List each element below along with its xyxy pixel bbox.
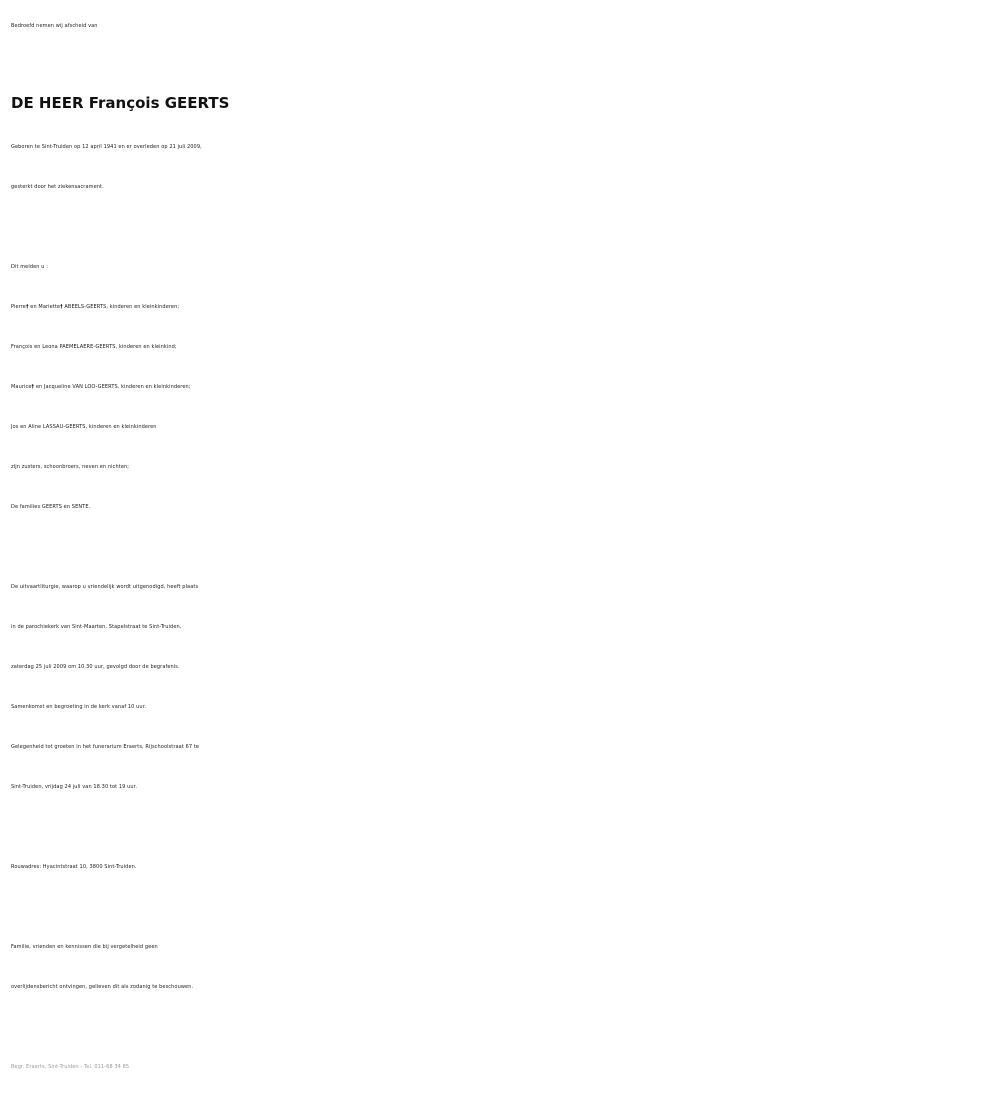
- birth-death-line-1: Geboren te Sint-Truiden op 12 april 1941 en er overleden op 21 juli 2009,: [11, 144, 202, 150]
- spacer: [11, 887, 991, 927]
- funeral-line-2: in de parochiekerk van Sint-Maarten, Stapelstraat te Sint-Truiden,: [11, 624, 182, 630]
- family-name-pierre: Pierre: [11, 304, 26, 310]
- announcers-heading: Dit melden u :: [11, 264, 48, 270]
- family-line-1: [11, 287, 991, 327]
- family-line-2: François en Leona PAEMELAERE-GEERTS, kinderen en kleinkind;: [11, 344, 177, 350]
- families-line: De families GEERTS en SENTE.: [11, 504, 91, 510]
- funeral-line-5: Gelegenheid tot groeten in het funerarium Eraerts, Rijschoolstraat 67 te: [11, 744, 200, 750]
- cross-icon: †: [60, 304, 63, 310]
- family-name-maurice: Maurice: [11, 384, 32, 390]
- spacer: [11, 1007, 991, 1047]
- notice-line-1: Familie, vrienden en kennissen die bij vergetelheid geen: [11, 944, 158, 950]
- funeral-line-3: zaterdag 25 juli 2009 om 10.30 uur, gevolgd door de begrafenis.: [11, 664, 180, 670]
- family-line-1-rest: ABEELS-GEERTS, kinderen en kleinkinderen;: [62, 304, 180, 310]
- obituary-notice: [11, 6, 991, 1087]
- funeral-line-4: Samenkomst en begroeting in de kerk vanaf 10 uur.: [11, 704, 147, 710]
- family-name-mariette: en Mariette: [28, 304, 61, 310]
- deceased-name: DE HEER François GEERTS: [11, 94, 230, 112]
- spacer: [11, 527, 991, 567]
- spacer: [11, 207, 991, 247]
- notice-line-2: overlijdensbericht ontvingen, gelieven dit als zodanig te beschouwen.: [11, 984, 194, 990]
- intro-text: Bedroefd nemen wij afscheid van: [11, 23, 98, 29]
- relatives-line: zijn zusters, schoonbroers, neven en nichten;: [11, 464, 130, 470]
- cross-icon: †: [31, 384, 35, 390]
- birth-death-line-2: gesterkt door het ziekensacrament.: [11, 184, 104, 190]
- funeral-line-1: De uitvaartliturgie, waarop u vriendelijk wordt uitgenodigd, heeft plaats: [11, 584, 199, 590]
- mourning-address: Rouwadres: Hyacintstraat 10, 3800 Sint-Truiden.: [11, 864, 137, 870]
- family-line-3: [11, 367, 991, 407]
- funeral-home-footer: Begr. Eraerts, Sint-Truiden - Tel. 011-68 34 85: [11, 1064, 130, 1070]
- family-line-4: Jos en Aline LASSAU-GEERTS, kinderen en kleinkinderen: [11, 424, 157, 430]
- cross-icon: †: [25, 304, 29, 310]
- funeral-line-6: Sint-Truiden, vrijdag 24 juli van 18.30 tot 19 uur.: [11, 784, 138, 790]
- spacer: [11, 807, 991, 847]
- family-line-3-rest: en Jacqueline VAN LOO-GEERTS, kinderen en kleinkinderen;: [34, 384, 191, 390]
